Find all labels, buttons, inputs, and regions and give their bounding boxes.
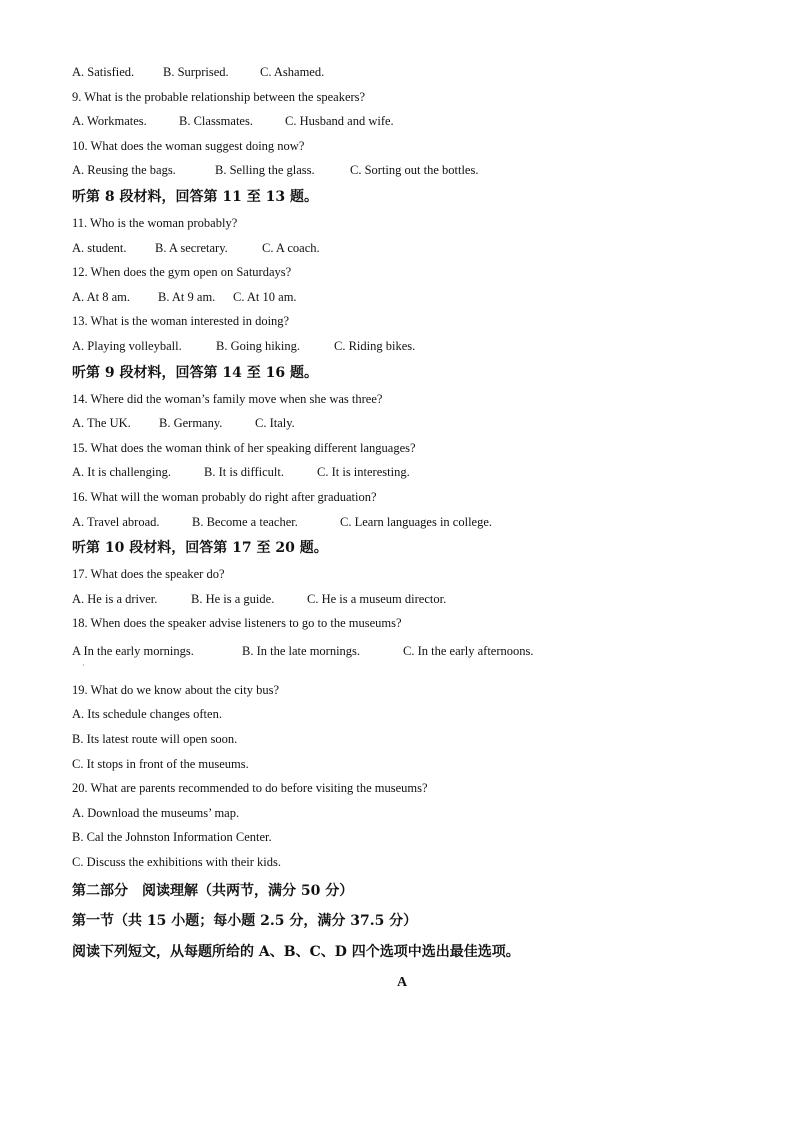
option-a: A. Workmates. xyxy=(72,114,147,129)
option-b: B. Become a teacher. xyxy=(192,514,298,529)
q14-question: 14. Where did the woman’s family move when she was three? xyxy=(72,391,383,406)
q18-question: 18. When does the speaker advise listeners to go to the museums? xyxy=(72,616,402,631)
q9-options xyxy=(72,109,732,134)
q20-option-a: A. Download the museums’ map. xyxy=(72,805,240,820)
q20-question: 20. What are parents recommended to do before visiting the museums? xyxy=(72,781,428,796)
q15-options xyxy=(72,460,732,485)
q18-options xyxy=(72,636,732,662)
q17-question: 17. What does the speaker do? xyxy=(72,567,225,582)
q19-option-c: C. It stops in front of the museums. xyxy=(72,756,249,771)
q20-option-b: B. Cal the Johnston Information Center. xyxy=(72,830,272,845)
option-a: A. Reusing the bags. xyxy=(72,163,176,178)
option-a: A. Playing volleyball. xyxy=(72,338,182,353)
section-9-heading: 听第 9 段材料，回答第 14 至 16 题。 xyxy=(72,364,318,381)
option-a: A. The UK. xyxy=(72,416,131,431)
option-c: C. Sorting out the bottles. xyxy=(350,163,479,178)
option-c: C. Italy. xyxy=(255,416,295,431)
option-a: A. student. xyxy=(72,240,127,255)
option-b: B. Going hiking. xyxy=(216,338,301,353)
q14-options xyxy=(72,411,732,436)
option-a: A. He is a driver. xyxy=(72,591,158,606)
exam-page xyxy=(72,60,732,998)
section-8-heading: 听第 8 段材料，回答第 11 至 13 题。 xyxy=(72,188,318,205)
option-a: A. It is challenging. xyxy=(72,465,171,480)
q16-options xyxy=(72,510,732,535)
q15-question: 15. What does the woman think of her speaking different languages? xyxy=(72,440,416,455)
q10-question: 10. What does the woman suggest doing now? xyxy=(72,138,305,153)
q10-options xyxy=(72,158,732,183)
option-b: B. Selling the glass. xyxy=(215,163,315,178)
option-b: B. Surprised. xyxy=(163,65,229,79)
option-c: C. He is a museum director. xyxy=(307,591,447,606)
section-10-heading: 听第 10 段材料，回答第 17 至 20 题。 xyxy=(72,540,328,557)
q9-question: 9. What is the probable relationship between the speakers? xyxy=(72,89,366,104)
stray-mark: · xyxy=(82,660,85,670)
q8-options xyxy=(72,60,732,85)
option-b: B. At 9 am. xyxy=(158,289,216,304)
q11-question: 11. Who is the woman probably? xyxy=(72,215,238,230)
option-b: B. Classmates. xyxy=(179,114,253,129)
q19-option-a: A. Its schedule changes often. xyxy=(72,707,222,722)
option-c: C. Riding bikes. xyxy=(334,338,416,353)
q13-options xyxy=(72,334,732,359)
q19-question: 19. What do we know about the city bus? xyxy=(72,682,280,697)
reading-instruction: 阅读下列短文，从每题所给的 A、B、C、D 四个选项中选出最佳选项。 xyxy=(72,943,520,960)
section-1-heading: 第一节（共 15 小题；每小题 2.5 分，满分 37.5 分） xyxy=(72,912,418,929)
part-2-heading: 第二部分 阅读理解（共两节，满分 50 分） xyxy=(72,882,354,899)
option-c: C. In the early afternoons. xyxy=(403,643,534,658)
q13-question: 13. What is the woman interested in doing? xyxy=(72,314,290,329)
option-c: C. It is interesting. xyxy=(317,465,410,480)
option-b: B. He is a guide. xyxy=(191,591,275,606)
q11-options xyxy=(72,236,732,261)
option-a: A. Travel abroad. xyxy=(72,514,160,529)
option-b: B. It is difficult. xyxy=(204,465,284,480)
option-b: B. In the late mornings. xyxy=(242,643,361,658)
option-c: C. Husband and wife. xyxy=(285,114,394,129)
q16-question: 16. What will the woman probably do right after graduation? xyxy=(72,489,377,504)
option-a: A. At 8 am. xyxy=(72,289,130,304)
option-b: B. A secretary. xyxy=(155,240,228,255)
option-a: A. Satisfied. xyxy=(72,65,135,79)
option-a: A In the early mornings. xyxy=(72,643,194,658)
q20-option-c: C. Discuss the exhibitions with their kids. xyxy=(72,855,282,870)
option-b: B. Germany. xyxy=(159,416,223,431)
option-c: C. At 10 am. xyxy=(233,289,297,304)
q19-option-b: B. Its latest route will open soon. xyxy=(72,732,238,747)
option-c: C. Learn languages in college. xyxy=(340,514,493,529)
q12-question: 12. When does the gym open on Saturdays? xyxy=(72,265,292,280)
spacer xyxy=(72,670,732,678)
q17-options xyxy=(72,587,732,612)
option-c: C. Ashamed. xyxy=(260,65,325,79)
passage-label: A xyxy=(396,974,408,990)
q12-options xyxy=(72,285,732,310)
option-c: C. A coach. xyxy=(262,240,320,255)
